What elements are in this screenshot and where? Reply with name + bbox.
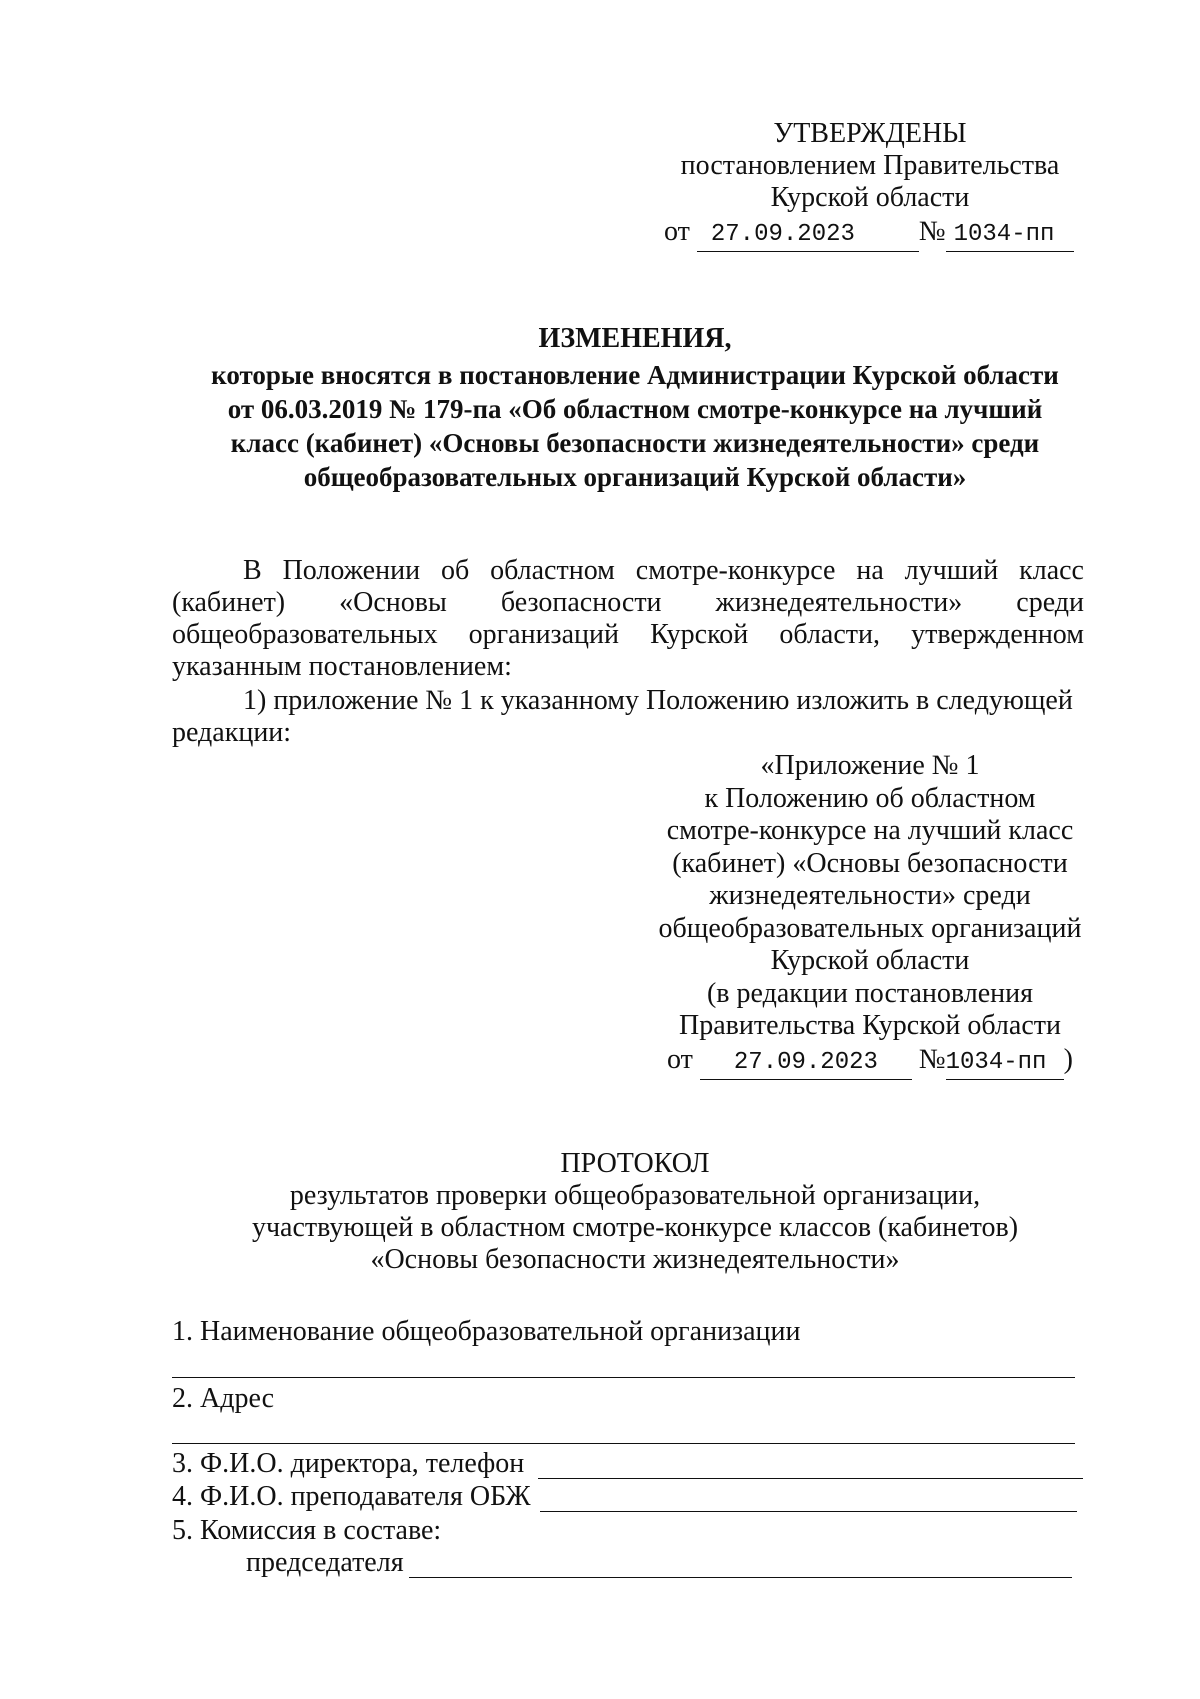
appendix-line-6: общеобразовательных организаций — [658, 912, 1082, 944]
intro-paragraph — [172, 555, 1084, 683]
appendix-date-line — [645, 1044, 1095, 1081]
field-5-label: 5. Комиссия в составе: — [172, 1515, 442, 1546]
chair-line[interactable] — [409, 1577, 1072, 1578]
field-1-label: 1. Наименование общеобразовательной организации — [172, 1316, 801, 1347]
approval-line-1: постановлением Правительства — [680, 150, 1060, 181]
approval-line-2: Курской области — [770, 182, 970, 213]
chair-label: председателя — [246, 1547, 404, 1578]
approval-number-prefix: № — [918, 216, 946, 247]
approval-date: 27.09.2023 — [697, 219, 919, 252]
appendix-number: 1034-пп — [946, 1047, 1064, 1081]
approval-number: 1034-пп — [946, 219, 1074, 252]
approval-block — [660, 118, 1080, 252]
approval-date-line — [660, 216, 1080, 252]
approval-heading: УТВЕРЖДЕНЫ — [773, 118, 967, 149]
protocol-block — [160, 1148, 1110, 1276]
title-line-2: от 06.03.2019 № 179-па «Об областном смотре-конкурсе на лучший — [227, 394, 1043, 424]
title-line-1: которые вносятся в постановление Администрации Курской области — [211, 360, 1059, 390]
field-2-line[interactable] — [172, 1443, 1075, 1444]
appendix-line-9: Правительства Курской области — [679, 1010, 1061, 1041]
appendix-number-prefix: № — [918, 1043, 946, 1075]
appendix-line-2: к Положению об областном — [704, 782, 1036, 814]
appendix-line-5: жизнедеятельности» среди — [709, 880, 1031, 911]
field-3-label: 3. Ф.И.О. директора, телефон — [172, 1448, 525, 1479]
protocol-heading: ПРОТОКОЛ — [560, 1148, 710, 1179]
field-4-label: 4. Ф.И.О. преподавателя ОБЖ — [172, 1481, 531, 1512]
appendix-block — [645, 750, 1095, 1080]
appendix-line-3: смотре-конкурсе на лучший класс — [666, 815, 1074, 846]
title-line-4: общеобразовательных организаций Курской области» — [303, 462, 967, 492]
protocol-line-1: результатов проверки общеобразовательной организации, — [289, 1180, 981, 1211]
appendix-line-1: «Приложение № 1 — [760, 750, 980, 781]
title-heading: ИЗМЕНЕНИЯ, — [538, 323, 732, 354]
appendix-date: 27.09.2023 — [700, 1047, 912, 1081]
document-title — [160, 322, 1110, 494]
field-1-line[interactable] — [172, 1377, 1075, 1378]
item-1-text: 1) приложение № 1 к указанному Положению изложить в следующей редакции: — [172, 685, 1073, 748]
title-line-3: класс (кабинет) «Основы безопасности жизнедеятельности» среди — [230, 428, 1040, 458]
intro-text: В Положении об областном смотре-конкурсе на лучший класс (кабинет) «Основы безопасности жизнедеятельности» среди общеобразовательных организаций Курской области, утвержденном указанным постановлением: — [172, 555, 1084, 682]
appendix-date-prefix: от — [667, 1043, 693, 1075]
protocol-line-2: участвующей в областном смотре-конкурсе классов (кабинетов) — [251, 1212, 1019, 1243]
approval-date-prefix: от — [664, 216, 690, 247]
field-4-line[interactable] — [540, 1511, 1077, 1512]
appendix-closing: ) — [1063, 1043, 1073, 1075]
appendix-line-8: (в редакции постановления — [706, 977, 1034, 1009]
item-1-paragraph — [172, 685, 1084, 749]
appendix-line-7: Курской области — [770, 945, 970, 976]
field-3-line[interactable] — [538, 1478, 1083, 1479]
appendix-line-4: (кабинет) «Основы безопасности — [672, 847, 1068, 879]
field-2-label: 2. Адрес — [172, 1383, 275, 1414]
protocol-line-3: «Основы безопасности жизнедеятельности» — [370, 1244, 900, 1275]
